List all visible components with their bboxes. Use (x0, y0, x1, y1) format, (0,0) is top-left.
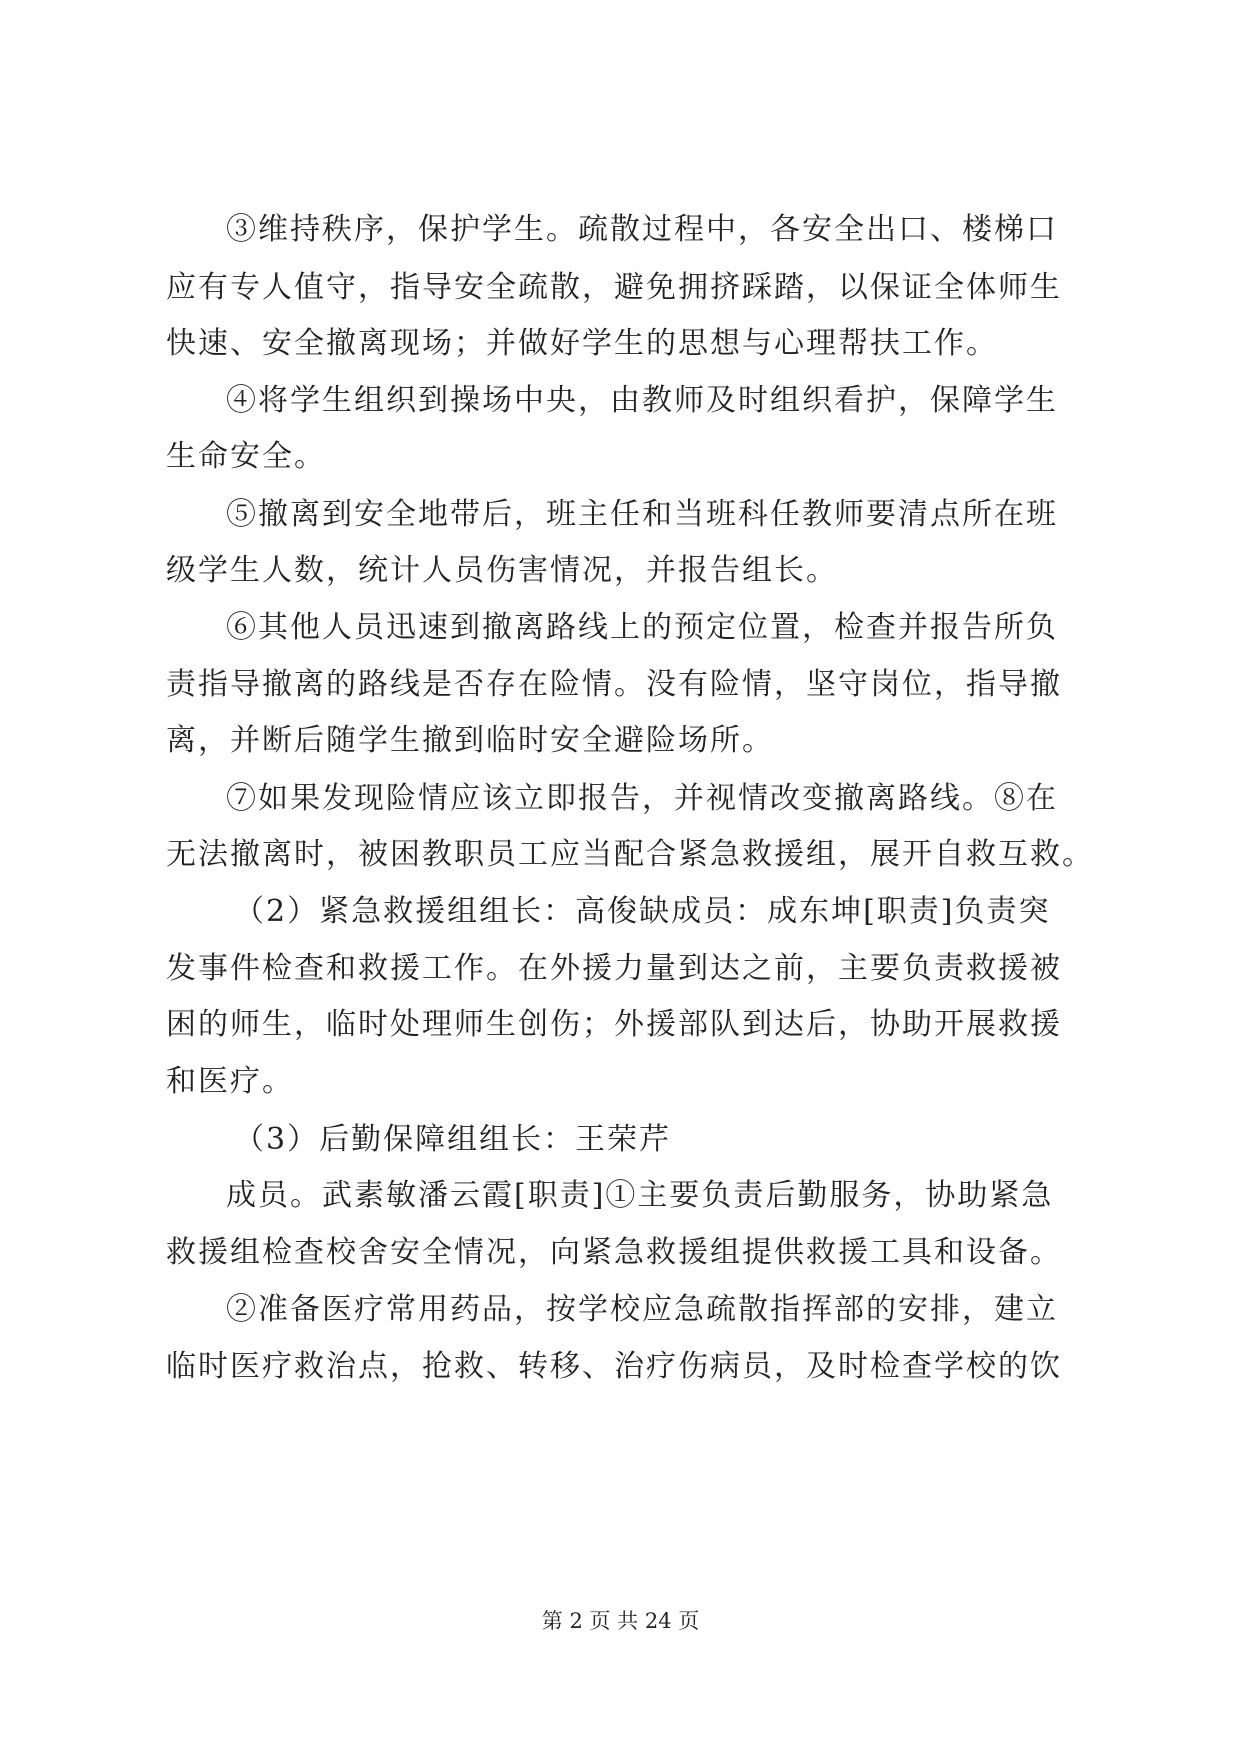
text-line: 和医疗。 (166, 1064, 294, 1099)
text-line: ⑤撤离到安全地带后，班主任和当班科任教师要清点所在班 (226, 497, 1058, 532)
text-line: 责指导撤离的路线是否存在险情。没有险情，坚守岗位，指导撤 (166, 667, 1062, 702)
text-line: ②准备医疗常用药品，按学校应急疏散指挥部的安排，建立 (226, 1292, 1058, 1327)
text-line: 发事件检查和救援工作。在外援力量到达之前，主要负责救援被 (166, 951, 1062, 986)
text-line: 离，并断后随学生撤到临时安全避险场所。 (166, 723, 774, 758)
text-line: ⑥其他人员迅速到撤离路线上的预定位置，检查并报告所负 (226, 610, 1058, 645)
text-line: （2）紧急救援组组长：高俊缺成员：成东坤[职责]负责突 (234, 894, 1051, 929)
text-line: 困的师生，临时处理师生创伤；外援部队到达后，协助开展救援 (166, 1007, 1062, 1042)
text-line: 无法撤离时，被困教职员工应当配合紧急救援组，展开自救互救。 (166, 837, 1094, 872)
text-line: 救援组检查校舍安全情况，向紧急救援组提供救援工具和设备。 (166, 1235, 1062, 1270)
text-line: 成员。武素敏潘云霞[职责]①主要负责后勤服务，协助紧急 (226, 1178, 1054, 1213)
text-line: 级学生人数，统计人员伤害情况，并报告组长。 (166, 553, 838, 588)
text-line: ④将学生组织到操场中央，由教师及时组织看护，保障学生 (226, 383, 1058, 418)
text-line: ⑦如果发现险情应该立即报告，并视情改变撤离路线。⑧在 (226, 781, 1058, 816)
text-line: 临时医疗救治点，抢救、转移、治疗伤病员，及时检查学校的饮 (166, 1349, 1062, 1384)
text-line: ③维持秩序，保护学生。疏散过程中，各安全出口、楼梯口 (226, 212, 1058, 247)
text-line: 快速、安全撤离现场；并做好学生的思想与心理帮扶工作。 (166, 326, 998, 361)
page-footer: 第 2 页 共 24 页 (541, 1609, 700, 1633)
text-line: 生命安全。 (166, 439, 326, 474)
text-line: 应有专人值守，指导安全疏散，避免拥挤踩踏，以保证全体师生 (166, 270, 1062, 305)
text-line: （3）后勤保障组组长：王荣芹 (234, 1122, 672, 1157)
